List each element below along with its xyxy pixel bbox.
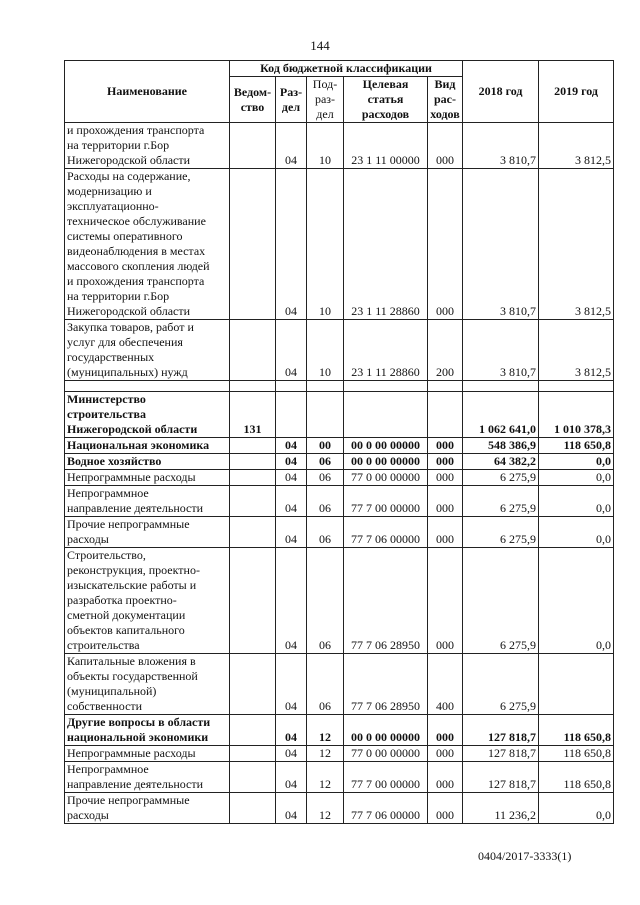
cell-section: 04 (276, 486, 307, 517)
header-code-group: Код бюджетной классификации (230, 61, 463, 77)
cell-subsection: 06 (307, 454, 344, 470)
cell-target: 77 7 06 28950 (344, 654, 428, 715)
cell-section: 04 (276, 762, 307, 793)
spacer-cell (539, 381, 614, 392)
header-exp-type: Вид рас- ходов (428, 77, 463, 123)
cell-target: 77 7 00 00000 (344, 762, 428, 793)
header-dept: Ведом- ство (230, 77, 276, 123)
cell-2019: 0,0 (539, 548, 614, 654)
cell-2019: 0,0 (539, 470, 614, 486)
cell-exp-type (428, 392, 463, 438)
cell-subsection: 10 (307, 169, 344, 320)
cell-subsection: 06 (307, 548, 344, 654)
table-row (65, 438, 614, 454)
cell-name: Закупка товаров, работ и услуг для обеспечения государственных (муниципальных) нужд (65, 320, 230, 381)
cell-exp-type: 000 (428, 715, 463, 746)
cell-name: Непрограммные расходы (65, 470, 230, 486)
cell-exp-type: 000 (428, 486, 463, 517)
spacer-cell (65, 381, 230, 392)
table-row (65, 517, 614, 548)
header-subsection: Под- раз- дел (307, 77, 344, 123)
cell-section: 04 (276, 438, 307, 454)
cell-target: 23 1 11 28860 (344, 169, 428, 320)
cell-name: и прохождения транспорта на территории г.Бор Нижегородской области (65, 123, 230, 169)
cell-2018: 3 810,7 (463, 123, 539, 169)
spacer-cell (307, 381, 344, 392)
cell-dept (230, 438, 276, 454)
cell-target: 77 7 06 28950 (344, 548, 428, 654)
table-row (65, 793, 614, 824)
cell-2019: 0,0 (539, 486, 614, 517)
cell-subsection (307, 392, 344, 438)
cell-2018: 11 236,2 (463, 793, 539, 824)
cell-dept (230, 715, 276, 746)
cell-dept (230, 486, 276, 517)
cell-section: 04 (276, 320, 307, 381)
cell-2019 (539, 654, 614, 715)
cell-exp-type: 000 (428, 548, 463, 654)
cell-exp-type: 000 (428, 517, 463, 548)
cell-name: Непрограммные расходы (65, 746, 230, 762)
cell-target: 23 1 11 00000 (344, 123, 428, 169)
cell-dept: 131 (230, 392, 276, 438)
table-row (65, 486, 614, 517)
spacer-cell (344, 381, 428, 392)
cell-target: 77 7 06 00000 (344, 793, 428, 824)
cell-name: Расходы на содержание, модернизацию и эксплуатационно- техническое обслуживание системы оперативного видеонаблюдения в местах массового скопления людей и прохождения транспорта на территории г.Бор Нижегородской области (65, 169, 230, 320)
cell-section: 04 (276, 123, 307, 169)
cell-target: 00 0 00 00000 (344, 438, 428, 454)
cell-subsection: 06 (307, 654, 344, 715)
cell-exp-type: 200 (428, 320, 463, 381)
cell-exp-type: 000 (428, 470, 463, 486)
cell-2019: 118 650,8 (539, 762, 614, 793)
table-row (65, 746, 614, 762)
cell-subsection: 00 (307, 438, 344, 454)
table-row (65, 123, 614, 169)
table-row (65, 715, 614, 746)
cell-section: 04 (276, 793, 307, 824)
spacer-cell (428, 381, 463, 392)
cell-dept (230, 746, 276, 762)
cell-2018: 6 275,9 (463, 470, 539, 486)
cell-exp-type: 000 (428, 746, 463, 762)
cell-section (276, 392, 307, 438)
cell-name: Строительство, реконструкция, проектно- изыскательские работы и разработка проектно- сметной документации объектов капитального строительства (65, 548, 230, 654)
cell-section: 04 (276, 654, 307, 715)
cell-subsection: 12 (307, 762, 344, 793)
cell-dept (230, 654, 276, 715)
cell-dept (230, 762, 276, 793)
header-2018: 2018 год (463, 61, 539, 123)
header-target: Целевая статья расходов (344, 77, 428, 123)
cell-2019: 0,0 (539, 517, 614, 548)
spacer-cell (230, 381, 276, 392)
cell-2019: 0,0 (539, 454, 614, 470)
cell-dept (230, 123, 276, 169)
cell-section: 04 (276, 715, 307, 746)
cell-2019: 3 812,5 (539, 320, 614, 381)
cell-2018: 64 382,2 (463, 454, 539, 470)
cell-2019: 3 812,5 (539, 169, 614, 320)
cell-2019: 118 650,8 (539, 438, 614, 454)
cell-subsection: 06 (307, 517, 344, 548)
cell-section: 04 (276, 517, 307, 548)
header-2019: 2019 год (539, 61, 614, 123)
cell-2018: 6 275,9 (463, 654, 539, 715)
cell-target: 77 7 06 00000 (344, 517, 428, 548)
cell-subsection: 12 (307, 746, 344, 762)
cell-exp-type: 000 (428, 438, 463, 454)
cell-target: 77 7 00 00000 (344, 486, 428, 517)
page-number: 144 (310, 38, 330, 53)
cell-2018: 6 275,9 (463, 486, 539, 517)
table-row (65, 169, 614, 320)
cell-name: Другие вопросы в области национальной экономики (65, 715, 230, 746)
cell-subsection: 12 (307, 793, 344, 824)
cell-exp-type: 400 (428, 654, 463, 715)
cell-target: 77 0 00 00000 (344, 746, 428, 762)
cell-subsection: 06 (307, 486, 344, 517)
cell-2018: 6 275,9 (463, 517, 539, 548)
cell-dept (230, 169, 276, 320)
cell-subsection: 06 (307, 470, 344, 486)
cell-2018: 1 062 641,0 (463, 392, 539, 438)
table-row (65, 762, 614, 793)
cell-2019: 118 650,8 (539, 715, 614, 746)
cell-2018: 3 810,7 (463, 169, 539, 320)
cell-2019: 1 010 378,3 (539, 392, 614, 438)
spacer-cell (463, 381, 539, 392)
cell-exp-type: 000 (428, 762, 463, 793)
header-section: Раз- дел (276, 77, 307, 123)
spacer-row (65, 381, 614, 392)
table-row (65, 548, 614, 654)
cell-2019: 0,0 (539, 793, 614, 824)
cell-name: Национальная экономика (65, 438, 230, 454)
cell-exp-type: 000 (428, 793, 463, 824)
cell-name: Прочие непрограммные расходы (65, 517, 230, 548)
cell-exp-type: 000 (428, 169, 463, 320)
cell-target: 77 0 00 00000 (344, 470, 428, 486)
cell-dept (230, 793, 276, 824)
cell-section: 04 (276, 746, 307, 762)
cell-section: 04 (276, 169, 307, 320)
table-row (65, 654, 614, 715)
table-row (65, 470, 614, 486)
cell-name: Министерство строительства Нижегородской области (65, 392, 230, 438)
cell-2018: 548 386,9 (463, 438, 539, 454)
cell-dept (230, 470, 276, 486)
cell-dept (230, 320, 276, 381)
cell-dept (230, 517, 276, 548)
spacer-cell (276, 381, 307, 392)
cell-name: Непрограммное направление деятельности (65, 486, 230, 517)
cell-subsection: 10 (307, 123, 344, 169)
cell-dept (230, 454, 276, 470)
cell-2018: 6 275,9 (463, 548, 539, 654)
table-row (65, 454, 614, 470)
cell-target: 00 0 00 00000 (344, 715, 428, 746)
table-row (65, 392, 614, 438)
cell-target (344, 392, 428, 438)
cell-name: Непрограммное направление деятельности (65, 762, 230, 793)
budget-table (64, 60, 614, 824)
cell-2019: 3 812,5 (539, 123, 614, 169)
cell-exp-type: 000 (428, 123, 463, 169)
header-name: Наименование (65, 61, 230, 123)
cell-section: 04 (276, 470, 307, 486)
cell-name: Водное хозяйство (65, 454, 230, 470)
cell-target: 23 1 11 28860 (344, 320, 428, 381)
cell-name: Прочие непрограммные расходы (65, 793, 230, 824)
table-row (65, 320, 614, 381)
cell-2018: 127 818,7 (463, 746, 539, 762)
cell-2018: 3 810,7 (463, 320, 539, 381)
cell-subsection: 12 (307, 715, 344, 746)
cell-dept (230, 548, 276, 654)
cell-2018: 127 818,7 (463, 715, 539, 746)
cell-section: 04 (276, 548, 307, 654)
cell-subsection: 10 (307, 320, 344, 381)
cell-name: Капитальные вложения в объекты государственной (муниципальной) собственности (65, 654, 230, 715)
document-code: 0404/2017-3333(1) (478, 849, 572, 863)
cell-2018: 127 818,7 (463, 762, 539, 793)
cell-2019: 118 650,8 (539, 746, 614, 762)
cell-target: 00 0 00 00000 (344, 454, 428, 470)
table-body (65, 123, 614, 824)
cell-exp-type: 000 (428, 454, 463, 470)
cell-section: 04 (276, 454, 307, 470)
